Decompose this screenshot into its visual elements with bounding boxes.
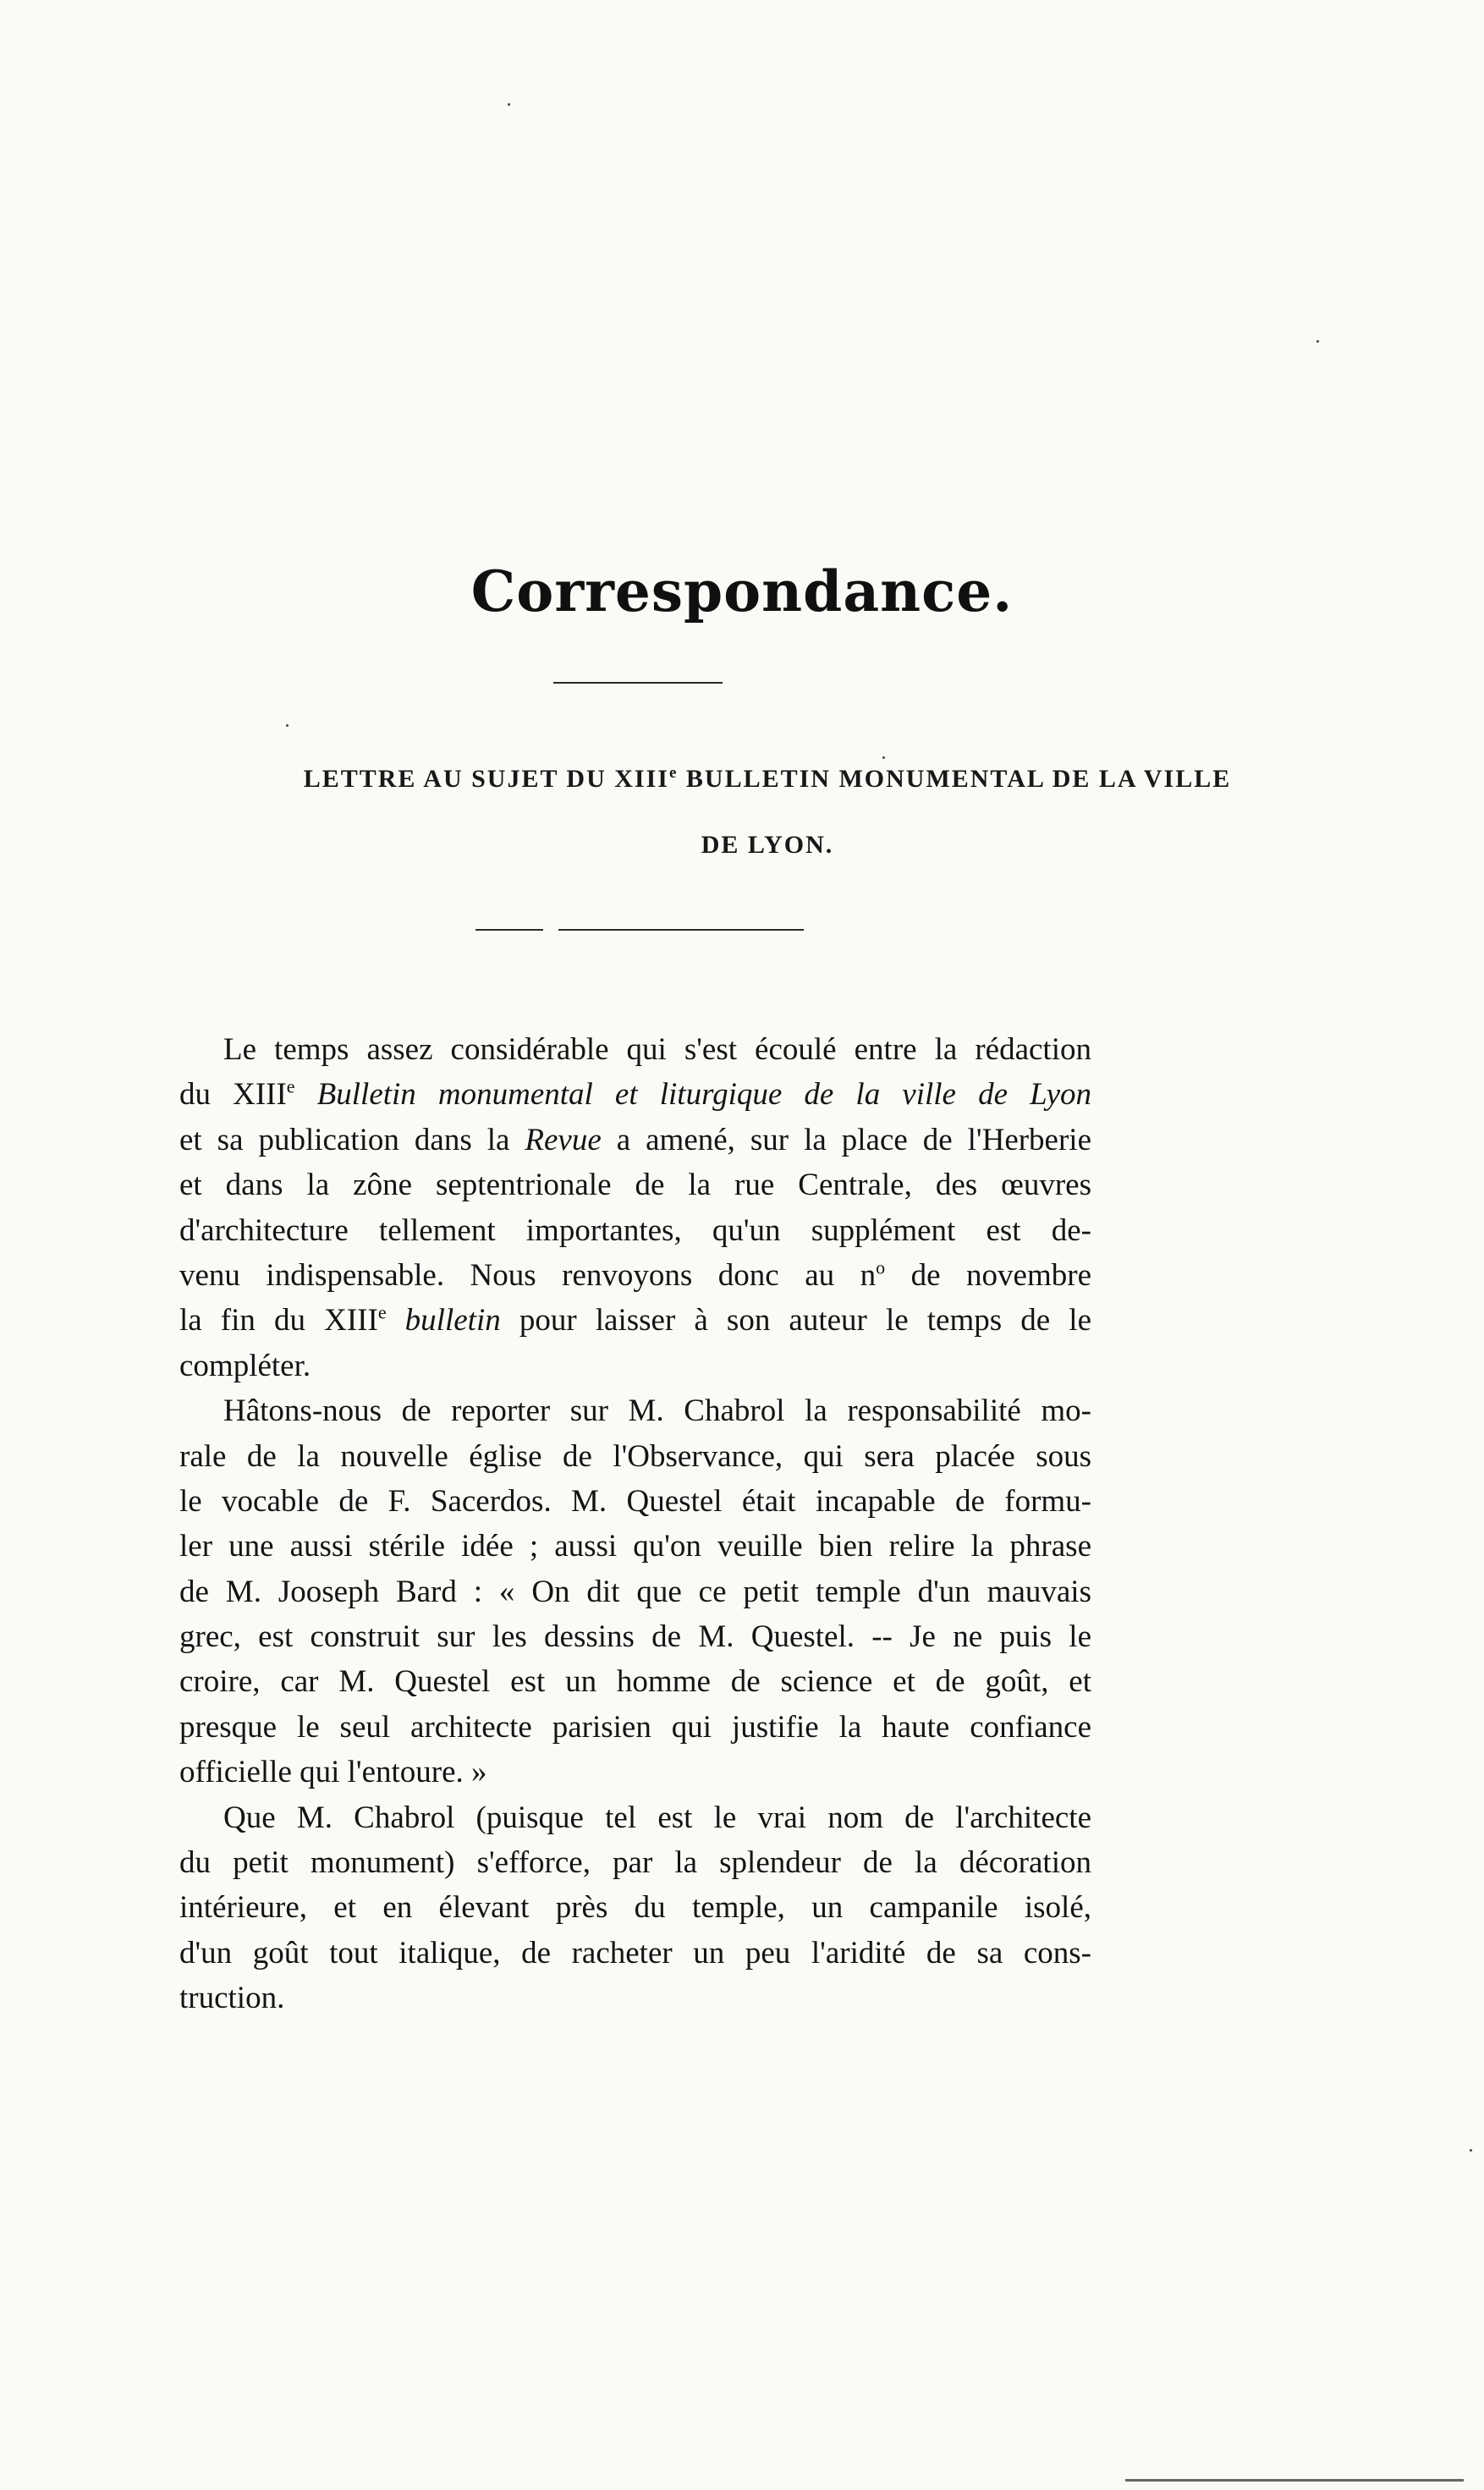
body-line-text: de novembre	[885, 1257, 1091, 1293]
body-line-text: a amené, sur la place de l'Herberie	[601, 1122, 1092, 1157]
body-line: grec, est construit sur les dessins de M. Questel. -- Je ne puis le	[179, 1619, 1091, 1655]
body-line	[179, 1253, 1091, 1298]
body-line: presque le seul architecte parisien qui justifie la haute confiance	[179, 1709, 1091, 1745]
paper-speck	[1316, 340, 1319, 343]
body-line: Que M. Chabrol (puisque tel est le vrai nom de l'architecte	[223, 1800, 1091, 1835]
paper-speck	[286, 724, 289, 727]
body-line: intérieure, et en élevant près du temple, un campanile isolé,	[179, 1890, 1091, 1926]
body-line: compléter.	[179, 1348, 311, 1383]
heading-text-post: BULLETIN MONUMENTAL DE LA VILLE	[678, 765, 1232, 793]
body-line: ler une aussi stérile idée ; aussi qu'on veuille bien relire la phrase	[179, 1529, 1091, 1564]
body-line: le vocable de F. Sacerdos. M. Questel était incapable de formu-	[179, 1483, 1091, 1519]
body-superscript: e	[377, 1302, 387, 1324]
body-italic-title: Bulletin monumental et liturgique de la ville de Lyon	[294, 1077, 1092, 1113]
letter-heading-line-1	[0, 765, 1484, 794]
body-line: officielle qui l'entoure. »	[179, 1755, 487, 1790]
letter-heading-line-2: DE LYON.	[701, 831, 834, 859]
body-italic-revue: Revue	[525, 1122, 602, 1157]
body-line: et dans la zône septentrionale de la rue Centrale, des œuvres	[179, 1168, 1091, 1203]
body-line	[179, 1072, 1091, 1117]
paper-speck	[882, 756, 885, 759]
body-line-text: la fin du XIII	[179, 1303, 378, 1338]
body-line	[179, 1118, 1091, 1163]
body-line: truction.	[179, 1981, 285, 2016]
body-line: d'architecture tellement importantes, qu'un supplément est de-	[179, 1212, 1091, 1248]
body-line-text: du XIII	[179, 1077, 287, 1113]
body-line: rale de la nouvelle église de l'Observance, qui sera placée sous	[179, 1438, 1091, 1474]
page-edge-mark	[1125, 2479, 1464, 2482]
body-line: du petit monument) s'efforce, par la splendeur de la décoration	[179, 1845, 1091, 1881]
paper-speck	[1470, 2149, 1472, 2152]
body-superscript: e	[286, 1076, 295, 1098]
body-line: croire, car M. Questel est un homme de science et de goût, et	[179, 1664, 1091, 1700]
body-superscript: o	[876, 1256, 886, 1278]
body-line: Hâtons-nous de reporter sur M. Chabrol la responsabilité mo-	[223, 1393, 1091, 1429]
page-title: Correspondance.	[470, 558, 1014, 624]
body-line: de M. Jooseph Bard : « On dit que ce petit temple d'un mauvais	[179, 1574, 1091, 1609]
body-line: d'un goût tout italique, de racheter un peu l'aridité de sa cons-	[179, 1935, 1091, 1971]
letter-body	[179, 1027, 1091, 2021]
title-divider	[553, 682, 723, 684]
body-line	[179, 1298, 1091, 1343]
body-line: Le temps assez considérable qui s'est écoulé entre la rédaction	[223, 1032, 1091, 1067]
body-line-text: pour laisser à son auteur le temps de le	[500, 1303, 1091, 1338]
body-italic-bulletin: bulletin	[386, 1303, 501, 1338]
heading-divider-long	[558, 929, 804, 931]
heading-divider-short	[475, 929, 543, 931]
paper-speck	[508, 103, 510, 106]
heading-text-pre: LETTRE AU SUJET DU XIII	[303, 765, 669, 793]
heading-superscript: e	[668, 764, 679, 782]
body-line-text: venu indispensable. Nous renvoyons donc au n	[179, 1257, 877, 1293]
body-line-text: et sa publication dans la	[179, 1122, 525, 1157]
